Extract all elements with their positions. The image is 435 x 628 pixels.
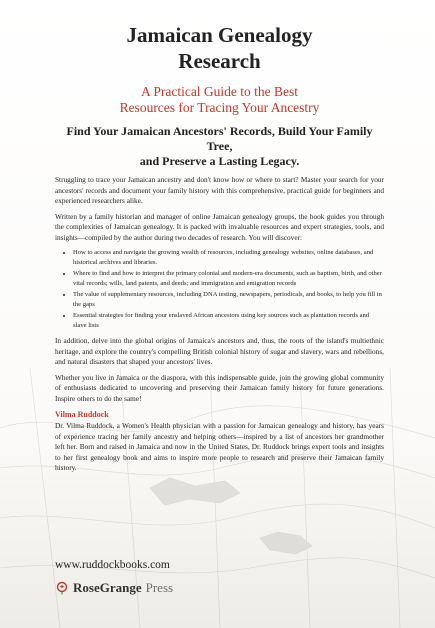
subtitle-line-1: A Practical Guide to the Best bbox=[140, 84, 299, 99]
website-link[interactable]: www.ruddockbooks.com bbox=[55, 559, 170, 571]
list-item: • The value of supplementary resources, including DNA testing, newspapers, periodicals, and books, to help you fill in the gaps bbox=[73, 290, 384, 309]
lead-heading bbox=[55, 124, 384, 169]
list-item: • Essential strategies for finding your enslaved African ancestors using key sources such as plantation records and slave lists bbox=[73, 311, 384, 330]
book-title bbox=[55, 22, 384, 74]
author-bio: Dr. Vilma Ruddock, a Women's Health physician with a passion for Jamaican genealogy and history, has years of experience tracing her family ancestry and helping others—inspired by a list of ancestors her grandmother left her. Born and raised in Jamaica and now in the United States, Dr. Ruddock brings expert tools and insights to her first genealogy book and aims to inspire more people to research and preserve their Jamaican family history. bbox=[55, 421, 384, 472]
intro-paragraph: Struggling to trace your Jamaican ancestry and don't know how or where to start? Master your search for your ancestors' records and document your family history with this comprehensive, practical guide for beginners and experienced researchers alike. bbox=[55, 175, 384, 205]
publisher-logo bbox=[55, 580, 173, 596]
closing-paragraph: Whether you live in Jamaica or the diaspora, with this indispensable guide, join the growing global community of enthusiasts dedicated to uncovering and preserving their Jamaican family history for future generations. Inspire others to do the same! bbox=[55, 372, 384, 403]
history-paragraph: In addition, delve into the global origins of Jamaica's ancestors and, thus, the roots of the island's multiethnic heritage, and explore the country's compelling British colonial history of sugar and slavery, wars and rebellions, and natural disasters that shaped your ancestors' lives. bbox=[55, 336, 384, 366]
cover-text-block bbox=[55, 22, 384, 479]
title-line-2: Research bbox=[178, 49, 261, 73]
subtitle-line-2: Resources for Tracing Your Ancestry bbox=[119, 100, 320, 115]
list-item: • Where to find and how to interpret the primary colonial and modern-era documents, such as baptism, birth, and other vital records; wills, land patents, and deeds; and immigration and emigration records bbox=[73, 269, 384, 288]
author-intro-paragraph: Written by a family historian and manager of online Jamaican genealogy groups, the book guides you through the complexities of Jamaican genealogy. It is packed with invaluable resources and expert strategies, tools, and insights—compiled by the author during two decades of research. You will discover: bbox=[55, 211, 384, 242]
rose-logo-icon bbox=[55, 581, 69, 595]
lead-line-1: Find Your Jamaican Ancestors' Records, Build Your Family Tree, bbox=[66, 124, 373, 153]
discover-list bbox=[55, 248, 384, 330]
publisher-suffix: Press bbox=[145, 580, 174, 595]
publisher-name: RoseGrange bbox=[73, 580, 142, 595]
title-line-1: Jamaican Genealogy bbox=[126, 23, 313, 47]
book-subtitle bbox=[55, 84, 384, 116]
author-name: Vilma Ruddock bbox=[55, 410, 109, 419]
lead-line-2: and Preserve a Lasting Legacy. bbox=[139, 154, 300, 168]
list-item: • How to access and navigate the growing wealth of resources, including genealogy websites, online databases, and historical archives and libraries. bbox=[73, 248, 384, 267]
